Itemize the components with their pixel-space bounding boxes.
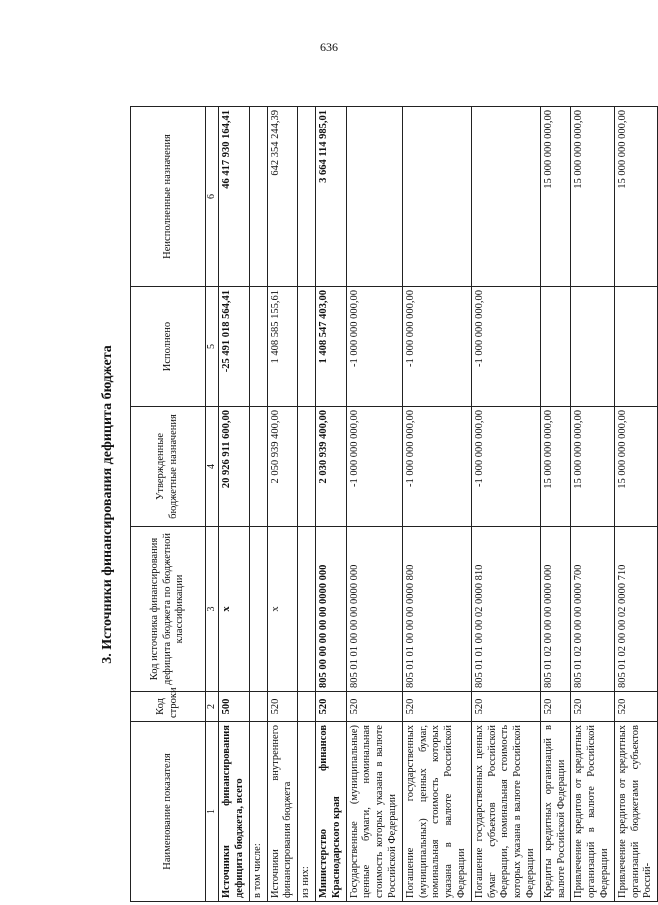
table-row bbox=[402, 107, 471, 902]
row-source-code: 805 01 02 00 00 02 0000 710 bbox=[614, 527, 657, 692]
row-source-code: x bbox=[219, 527, 250, 692]
row-approved bbox=[298, 407, 316, 527]
table-row bbox=[471, 107, 540, 902]
row-approved: 2 030 939 400,00 bbox=[315, 407, 346, 527]
row-name: Привлечение кредитов от кредитных организаций в валюте Российской Федерации bbox=[571, 722, 614, 902]
row-approved: -1 000 000 000,00 bbox=[346, 407, 402, 527]
table-row bbox=[614, 107, 657, 902]
table-row bbox=[571, 107, 614, 902]
table-row bbox=[249, 107, 267, 902]
row-approved bbox=[249, 407, 267, 527]
row-unexecuted bbox=[346, 107, 402, 287]
row-source-code bbox=[298, 527, 316, 692]
row-unexecuted: 642 354 244,39 bbox=[267, 107, 298, 287]
row-name: Источники финансирования дефицита бюджета, всего bbox=[219, 722, 250, 902]
table-row bbox=[219, 107, 250, 902]
row-name: Привлечение кредитов от кредитных организаций бюджетами субъектов Россий- bbox=[614, 722, 657, 902]
row-executed bbox=[614, 287, 657, 407]
row-source-code bbox=[249, 527, 267, 692]
column-number: 6 bbox=[206, 107, 219, 287]
row-name: Государственные (муниципальные) ценные бумаги, номинальная стоимость которых указана в валюте Российской Федерации bbox=[346, 722, 402, 902]
row-line-code: 520 bbox=[471, 692, 540, 722]
row-executed: 1 408 585 155,61 bbox=[267, 287, 298, 407]
row-executed bbox=[540, 287, 571, 407]
row-executed bbox=[571, 287, 614, 407]
row-unexecuted bbox=[471, 107, 540, 287]
row-unexecuted: 15 000 000 000,00 bbox=[614, 107, 657, 287]
page-number: 636 bbox=[320, 40, 338, 54]
row-line-code: 520 bbox=[267, 692, 298, 722]
row-line-code: 520 bbox=[571, 692, 614, 722]
row-line-code bbox=[298, 692, 316, 722]
budget-deficit-table bbox=[130, 106, 658, 902]
row-executed: -1 000 000 000,00 bbox=[402, 287, 471, 407]
row-executed: -1 000 000 000,00 bbox=[471, 287, 540, 407]
row-source-code: 805 01 02 00 00 00 0000 700 bbox=[571, 527, 614, 692]
section-title: 3. Источники финансирования дефицита бюджета bbox=[100, 345, 115, 664]
row-executed bbox=[298, 287, 316, 407]
header-name: Наименование показателя bbox=[131, 722, 206, 902]
row-source-code: 805 01 02 00 00 00 0000 000 bbox=[540, 527, 571, 692]
column-number: 3 bbox=[206, 527, 219, 692]
row-approved: 15 000 000 000,00 bbox=[540, 407, 571, 527]
table-row bbox=[298, 107, 316, 902]
row-approved: 20 926 911 600,00 bbox=[219, 407, 250, 527]
row-unexecuted bbox=[402, 107, 471, 287]
row-approved: 15 000 000 000,00 bbox=[571, 407, 614, 527]
row-line-code: 500 bbox=[219, 692, 250, 722]
row-line-code: 520 bbox=[402, 692, 471, 722]
header-source-code: Код источника финансирования дефицита бюджета по бюджетной классификации bbox=[131, 527, 206, 692]
row-name: в том числе: bbox=[249, 722, 267, 902]
row-line-code bbox=[249, 692, 267, 722]
row-name: из них: bbox=[298, 722, 316, 902]
header-row bbox=[131, 107, 206, 902]
row-executed: -1 000 000 000,00 bbox=[346, 287, 402, 407]
row-unexecuted: 15 000 000 000,00 bbox=[540, 107, 571, 287]
table-row bbox=[540, 107, 571, 902]
header-unexecuted: Неисполненные назначения bbox=[131, 107, 206, 287]
column-number: 4 bbox=[206, 407, 219, 527]
row-name: Источники внутреннего финансирования бюджета bbox=[267, 722, 298, 902]
table-row bbox=[346, 107, 402, 902]
row-approved: -1 000 000 000,00 bbox=[471, 407, 540, 527]
row-approved: -1 000 000 000,00 bbox=[402, 407, 471, 527]
row-line-code: 520 bbox=[346, 692, 402, 722]
row-source-code: 805 01 01 00 00 02 0000 810 bbox=[471, 527, 540, 692]
row-name: Министерство финансов Краснодарского края bbox=[315, 722, 346, 902]
column-number: 5 bbox=[206, 287, 219, 407]
row-line-code: 520 bbox=[540, 692, 571, 722]
row-name: Погашение государственных ценных бумаг субъектов Российской Федерации, номинальная стоимость которых указана в валюте Российской Федерации bbox=[471, 722, 540, 902]
table-row bbox=[315, 107, 346, 902]
row-unexecuted bbox=[249, 107, 267, 287]
row-executed: -25 491 018 564,41 bbox=[219, 287, 250, 407]
column-number: 1 bbox=[206, 722, 219, 902]
row-executed bbox=[249, 287, 267, 407]
rotated-page-content bbox=[100, 107, 654, 902]
header-executed: Исполнено bbox=[131, 287, 206, 407]
row-approved: 15 000 000 000,00 bbox=[614, 407, 657, 527]
row-unexecuted: 46 417 930 164,41 bbox=[219, 107, 250, 287]
row-line-code: 520 bbox=[315, 692, 346, 722]
row-executed: 1 408 547 403,00 bbox=[315, 287, 346, 407]
column-number: 2 bbox=[206, 692, 219, 722]
row-line-code: 520 bbox=[614, 692, 657, 722]
row-name: Кредиты кредитных организаций в валюте Российской Федерации bbox=[540, 722, 571, 902]
row-source-code: 805 01 01 00 00 00 0000 800 bbox=[402, 527, 471, 692]
header-approved: Утвержденные бюджетные назначения bbox=[131, 407, 206, 527]
row-name: Погашение государственных (муниципальных) ценных бумаг, номинальная стоимость которых указана в валюте Российской Федерации bbox=[402, 722, 471, 902]
row-source-code: 805 01 01 00 00 00 0000 000 bbox=[346, 527, 402, 692]
row-unexecuted: 3 664 114 985,01 bbox=[315, 107, 346, 287]
column-number-row bbox=[206, 107, 219, 902]
row-approved: 2 050 939 400,00 bbox=[267, 407, 298, 527]
row-source-code: x bbox=[267, 527, 298, 692]
row-unexecuted bbox=[298, 107, 316, 287]
header-line-code: Код строки bbox=[131, 692, 206, 722]
row-unexecuted: 15 000 000 000,00 bbox=[571, 107, 614, 287]
row-source-code: 805 00 00 00 00 00 0000 000 bbox=[315, 527, 346, 692]
table-row bbox=[267, 107, 298, 902]
